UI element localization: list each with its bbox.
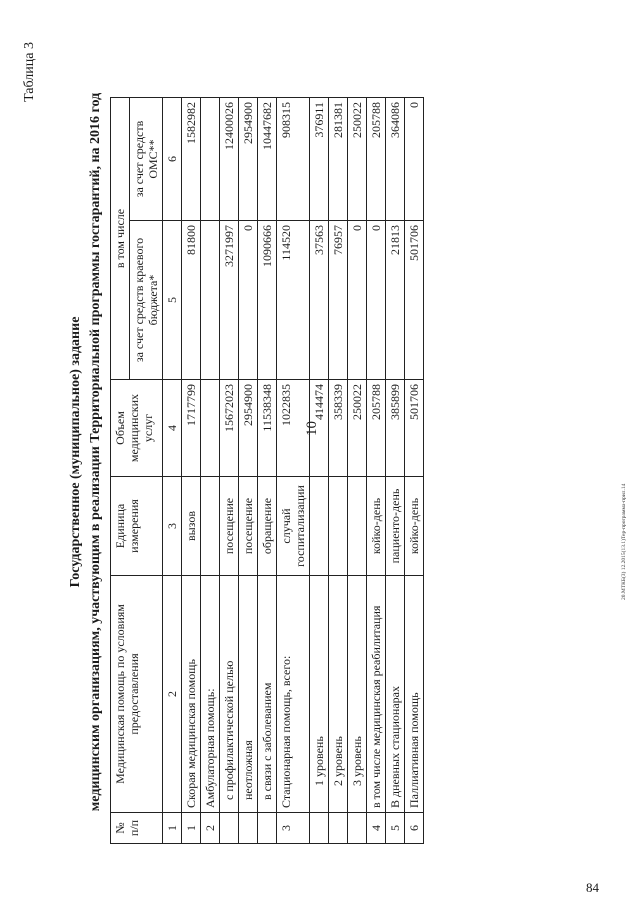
column-number-row bbox=[163, 98, 182, 844]
row-volume: 501706 bbox=[405, 380, 424, 477]
row-oms: 0 bbox=[405, 98, 424, 221]
row-number: 1 bbox=[182, 813, 201, 844]
row-unit bbox=[348, 477, 367, 576]
row-regional-budget: 1090666 bbox=[258, 221, 277, 380]
row-unit: койко-день bbox=[405, 477, 424, 576]
row-oms: 908315 bbox=[277, 98, 310, 221]
row-regional-budget: 114520 bbox=[277, 221, 310, 380]
row-regional-budget: 3271997 bbox=[220, 221, 239, 380]
row-oms: 376911 bbox=[310, 98, 329, 221]
row-regional-budget: 0 bbox=[348, 221, 367, 380]
header-regional-budget: за счет средств краевого бюджета* bbox=[130, 221, 163, 380]
table-row bbox=[239, 98, 258, 844]
row-number: 3 bbox=[277, 813, 310, 844]
col-number: 1 bbox=[163, 813, 182, 844]
row-care-type: 3 уровень bbox=[348, 576, 367, 813]
title-line-1: Государственное (муниципальное) задание bbox=[68, 316, 83, 588]
table-row bbox=[348, 98, 367, 844]
row-regional-budget: 501706 bbox=[405, 221, 424, 380]
row-volume: 1717799 bbox=[182, 380, 201, 477]
row-regional-budget: 0 bbox=[367, 221, 386, 380]
table-row bbox=[277, 98, 310, 844]
header-unit: Единица измерения bbox=[111, 477, 163, 576]
table-label: Таблица 3 bbox=[22, 42, 37, 102]
row-oms bbox=[201, 98, 220, 221]
row-regional-budget: 37563 bbox=[310, 221, 329, 380]
row-number bbox=[310, 813, 329, 844]
col-number: 3 bbox=[163, 477, 182, 576]
row-number bbox=[348, 813, 367, 844]
row-volume: 15672023 bbox=[220, 380, 239, 477]
table-row bbox=[182, 98, 201, 844]
row-number: 5 bbox=[386, 813, 405, 844]
row-care-type: 1 уровень bbox=[310, 576, 329, 813]
table-row bbox=[220, 98, 239, 844]
header-including: в том числе bbox=[111, 98, 130, 380]
row-regional-budget: 21813 bbox=[386, 221, 405, 380]
table-row bbox=[367, 98, 386, 844]
header-number: № п/п bbox=[111, 813, 163, 844]
row-volume: 250022 bbox=[348, 380, 367, 477]
rotated-content bbox=[22, 42, 602, 862]
row-unit bbox=[329, 477, 348, 576]
row-unit: случай госпитализации bbox=[277, 477, 310, 576]
header-oms: за счет средств ОМС** bbox=[130, 98, 163, 221]
row-oms: 1582982 bbox=[182, 98, 201, 221]
row-care-type: В дневных стационарах bbox=[386, 576, 405, 813]
row-care-type: Скорая медицинская помощь bbox=[182, 576, 201, 813]
row-unit: обращение bbox=[258, 477, 277, 576]
footer-page-number: 84 bbox=[586, 880, 599, 895]
row-unit: вызов bbox=[182, 477, 201, 576]
row-volume: 414474 bbox=[310, 380, 329, 477]
row-unit bbox=[310, 477, 329, 576]
row-oms: 205788 bbox=[367, 98, 386, 221]
title-line-2: медицинским организациям, участвующим в реализации Территориальной программы госгарантий, на 2016 год bbox=[88, 92, 103, 812]
row-number bbox=[329, 813, 348, 844]
page-number: 10 bbox=[304, 421, 320, 436]
row-care-type: 2 уровень bbox=[329, 576, 348, 813]
row-unit: посещение bbox=[239, 477, 258, 576]
row-care-type: в том числе медицинская реабилитация bbox=[367, 576, 386, 813]
table-row bbox=[329, 98, 348, 844]
row-care-type: в связи с заболеванием bbox=[258, 576, 277, 813]
row-volume: 11538348 bbox=[258, 380, 277, 477]
row-care-type: неотложная bbox=[239, 576, 258, 813]
row-care-type: с профилактической целью bbox=[220, 576, 239, 813]
row-unit: койко-день bbox=[367, 477, 386, 576]
row-oms: 364086 bbox=[386, 98, 405, 221]
row-volume: 1022835 bbox=[277, 380, 310, 477]
file-reference: 20.МТКБ(3) 12.2015(13.1)Тер-программа-прил.14 bbox=[621, 483, 627, 600]
row-oms: 10447682 bbox=[258, 98, 277, 221]
row-oms: 2954900 bbox=[239, 98, 258, 221]
row-volume: 358339 bbox=[329, 380, 348, 477]
row-unit: пациенто-день bbox=[386, 477, 405, 576]
row-number bbox=[220, 813, 239, 844]
header-care-type: Медицинская помощь по условиям предоставления bbox=[111, 576, 163, 813]
row-oms: 250022 bbox=[348, 98, 367, 221]
row-unit bbox=[201, 477, 220, 576]
row-oms: 281381 bbox=[329, 98, 348, 221]
document-title bbox=[66, 42, 106, 862]
col-number: 6 bbox=[163, 98, 182, 221]
row-care-type: Паллиативная помощь bbox=[405, 576, 424, 813]
row-volume: 205788 bbox=[367, 380, 386, 477]
header-volume: Объем медицинских услуг bbox=[111, 380, 163, 477]
row-volume bbox=[201, 380, 220, 477]
row-volume: 2954900 bbox=[239, 380, 258, 477]
row-regional-budget: 81800 bbox=[182, 221, 201, 380]
table-row bbox=[201, 98, 220, 844]
row-volume: 385899 bbox=[386, 380, 405, 477]
col-number: 2 bbox=[163, 576, 182, 813]
row-number: 6 bbox=[405, 813, 424, 844]
row-regional-budget: 76957 bbox=[329, 221, 348, 380]
row-care-type: Амбулаторная помощь: bbox=[201, 576, 220, 813]
row-number: 2 bbox=[201, 813, 220, 844]
row-oms: 12400026 bbox=[220, 98, 239, 221]
table-row bbox=[310, 98, 329, 844]
row-regional-budget bbox=[201, 221, 220, 380]
row-care-type: Стационарная помощь, всего: bbox=[277, 576, 310, 813]
row-number: 4 bbox=[367, 813, 386, 844]
row-number bbox=[258, 813, 277, 844]
col-number: 4 bbox=[163, 380, 182, 477]
table-row bbox=[258, 98, 277, 844]
row-unit: посещение bbox=[220, 477, 239, 576]
col-number: 5 bbox=[163, 221, 182, 380]
row-regional-budget: 0 bbox=[239, 221, 258, 380]
table-row bbox=[405, 98, 424, 844]
row-number bbox=[239, 813, 258, 844]
services-table bbox=[110, 97, 424, 844]
table-row bbox=[386, 98, 405, 844]
